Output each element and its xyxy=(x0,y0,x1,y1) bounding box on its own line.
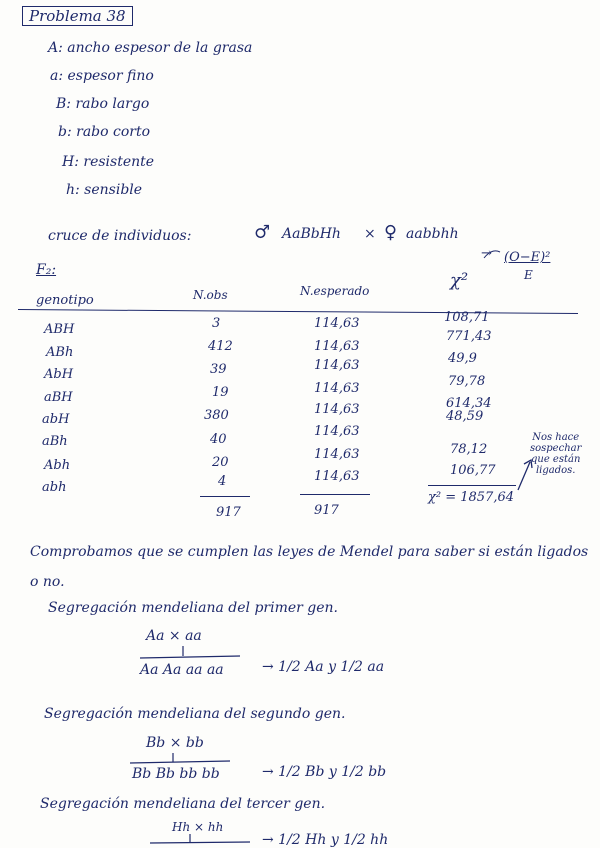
cell-obs: 4 xyxy=(218,474,227,489)
cell-expected: 114,63 xyxy=(314,381,360,396)
cell-chi: 106,77 xyxy=(450,463,496,478)
cell-obs: 380 xyxy=(204,408,229,423)
cell-expected: 114,63 xyxy=(314,447,360,462)
chi-total: χ² = 1857,64 xyxy=(428,490,515,505)
cell-expected: 114,63 xyxy=(314,339,360,354)
section-heading: Segregación mendeliana del primer gen. xyxy=(48,600,339,616)
section-cross: Aa × aa xyxy=(146,628,202,644)
cell-genotype: ABh xyxy=(46,345,74,360)
total-obs: 917 xyxy=(216,505,241,520)
cell-expected: 114,63 xyxy=(314,358,360,373)
formula-numerator: (O−E)² xyxy=(504,250,551,265)
header-chi: χ² xyxy=(450,270,469,291)
cross-label: cruce de individuos: xyxy=(48,228,192,244)
times-sign: × xyxy=(364,226,376,242)
formula-denominator: E xyxy=(524,268,533,282)
cell-obs: 412 xyxy=(208,339,233,354)
cell-chi: 78,12 xyxy=(450,442,488,457)
header-expected: N.esperado xyxy=(300,284,370,298)
male-symbol: ♂ xyxy=(254,222,271,243)
total-expected: 917 xyxy=(314,503,339,518)
section-result: → 1/2 Hh y 1/2 hh xyxy=(262,832,389,848)
legend-item-h: h: sensible xyxy=(66,182,143,198)
cell-obs: 20 xyxy=(212,455,229,470)
section-heading: Segregación mendeliana del tercer gen. xyxy=(40,796,326,812)
cell-genotype: Abh xyxy=(44,458,71,473)
problem-title: Problema 38 xyxy=(22,6,133,26)
cell-genotype: abh xyxy=(42,480,67,495)
section-result: → 1/2 Aa y 1/2 aa xyxy=(262,659,385,675)
cell-genotype: aBH xyxy=(44,390,73,405)
cell-genotype: AbH xyxy=(44,367,74,382)
header-obs: N.obs xyxy=(193,288,228,302)
formula-arrow: → xyxy=(481,246,492,261)
female-genotype: aabbhh xyxy=(406,226,459,242)
legend-item-b: b: rabo corto xyxy=(58,124,151,140)
legend-item-a: a: espesor fino xyxy=(50,68,154,84)
cell-genotype: aBh xyxy=(42,434,68,449)
cell-obs: 40 xyxy=(210,432,227,447)
cell-chi: 771,43 xyxy=(446,329,492,344)
section-result: → 1/2 Bb y 1/2 bb xyxy=(262,764,387,780)
cell-chi: 49,9 xyxy=(448,351,477,366)
generation-label: F₂: xyxy=(36,262,57,278)
side-note-line: que están xyxy=(530,454,581,465)
side-note-line: ligados. xyxy=(535,465,576,476)
cell-expected: 114,63 xyxy=(314,424,360,439)
cell-chi: 48,59 xyxy=(446,409,484,424)
header-genotype: genotipo xyxy=(36,293,94,308)
section-offspring: Aa Aa aa aa xyxy=(140,662,224,678)
cell-expected: 114,63 xyxy=(314,316,360,331)
section-cross: Bb × bb xyxy=(146,735,204,751)
note-arrow-icon xyxy=(518,462,530,490)
section-cross: Hh × hh xyxy=(172,820,224,834)
cell-obs: 39 xyxy=(210,362,227,377)
female-symbol: ♀ xyxy=(384,222,398,243)
cell-expected: 114,63 xyxy=(314,402,360,417)
legend-item-H: H: resistente xyxy=(62,154,155,170)
cell-chi: 108,71 xyxy=(444,310,490,325)
section-offspring: Bb Bb bb bb xyxy=(132,766,220,782)
cell-expected: 114,63 xyxy=(314,469,360,484)
cell-obs: 19 xyxy=(212,385,229,400)
side-note-line: Nos hace xyxy=(532,432,580,443)
paragraph: Comprobamos que se cumplen las leyes de Mendel para saber si están ligados o no. xyxy=(30,544,589,590)
section-heading: Segregación mendeliana del segundo gen. xyxy=(44,706,346,722)
legend-item-B: B: rabo largo xyxy=(56,96,150,112)
cell-chi: 79,78 xyxy=(448,374,486,389)
legend-item-A: A: ancho espesor de la grasa xyxy=(48,40,253,56)
male-genotype: AaBbHh xyxy=(282,226,341,242)
cell-genotype: abH xyxy=(42,412,70,427)
cell-genotype: ABH xyxy=(44,322,75,337)
cell-chi: 614,34 xyxy=(446,396,492,411)
cell-obs: 3 xyxy=(212,316,221,331)
side-note-line: sospechar xyxy=(530,443,582,454)
